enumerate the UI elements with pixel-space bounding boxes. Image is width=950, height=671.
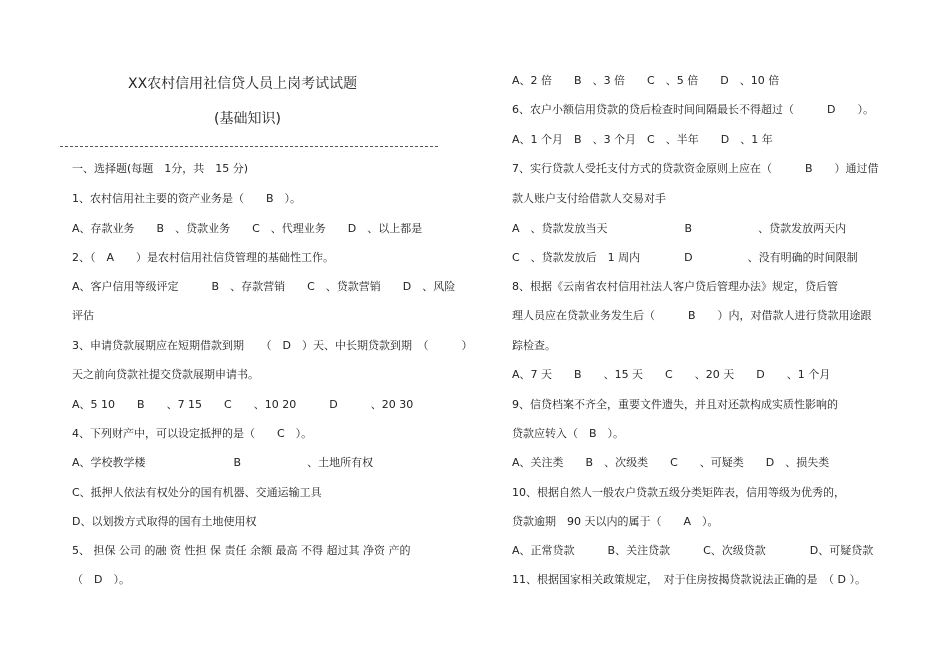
question-5-options: A、2 倍 B 、3 倍 C 、5 倍 D 、10 倍 bbox=[512, 74, 780, 87]
question-7-option-cd: C 、贷款发放后 1 周内 D 、没有明确的时间限制 bbox=[512, 251, 858, 264]
question-8-options: A、7 天 B 、15 天 C 、20 天 D 、1 个月 bbox=[512, 368, 831, 381]
question-3-options: A、5 10 B 、7 15 C 、10 20 D 、20 30 bbox=[72, 398, 414, 411]
question-9-cont: 贷款应转入（ B ）。 bbox=[512, 427, 625, 440]
question-2-options-cont: 评估 bbox=[72, 309, 94, 322]
question-4-option-c: C、抵押人依法有权处分的国有机器、交通运输工具 bbox=[72, 486, 322, 499]
section-divider bbox=[60, 146, 438, 147]
question-8-cont: 理人员应在贷款业务发生后（ B ）内，对借款人进行贷款用途跟 bbox=[512, 309, 872, 322]
page-subtitle: (基础知识) bbox=[214, 111, 281, 127]
question-5-cont: （ D ）。 bbox=[72, 573, 130, 586]
question-2: 2、（ A ）是农村信用社信贷管理的基础性工作。 bbox=[72, 251, 335, 264]
question-8-cont-2: 踪检查。 bbox=[512, 339, 556, 352]
question-10-options: A、正常贷款 B、关注贷款 C、次级贷款 D、可疑贷款 bbox=[512, 544, 874, 557]
page-title: XX农村信用社信贷人员上岗考试试题 bbox=[128, 76, 358, 92]
question-4-option-ab: A、学校教学楼 B 、土地所有权 bbox=[72, 456, 374, 469]
question-1: 1、农村信用社主要的资产业务是（ B ）。 bbox=[72, 192, 302, 205]
question-4: 4、下列财产中，可以设定抵押的是（ C ）。 bbox=[72, 427, 313, 440]
question-7-option-ab: A 、贷款发放当天 B 、贷款发放两天内 bbox=[512, 222, 847, 235]
question-10-cont: 贷款逾期 90 天以内的属于（ A ）。 bbox=[512, 515, 719, 528]
question-8: 8、根据《云南省农村信用社法人客户贷后管理办法》规定，贷后管 bbox=[512, 280, 838, 293]
question-10: 10、根据自然人一般农户贷款五级分类矩阵表，信用等级为优秀的， bbox=[512, 486, 845, 499]
question-9-options: A、关注类 B 、次级类 C 、可疑类 D 、损失类 bbox=[512, 456, 830, 469]
question-3-cont: 天之前向贷款社提交贷款展期申请书。 bbox=[72, 368, 259, 381]
question-2-options: A、客户信用等级评定 B 、存款营销 C 、贷款营销 D 、风险 bbox=[72, 280, 456, 293]
question-6-options: A、1 个月 B 、3 个月 C 、半年 D 、1 年 bbox=[512, 133, 773, 146]
question-9: 9、信贷档案不齐全，重要文件遗失，并且对还款构成实质性影响的 bbox=[512, 398, 838, 411]
question-4-option-d: D、以划拨方式取得的国有土地使用权 bbox=[72, 515, 257, 528]
section-heading: 一、选择题(每题 1分，共 15 分) bbox=[72, 162, 249, 175]
question-1-options: A、存款业务 B 、贷款业务 C 、代理业务 D 、以上都是 bbox=[72, 222, 423, 235]
question-7: 7、实行贷款人受托支付方式的贷款资金原则上应在（ B ）通过借 bbox=[512, 162, 879, 175]
question-11: 11、根据国家相关政策规定， 对于住房按揭贷款说法正确的是 （ D ）。 bbox=[512, 573, 866, 586]
question-6: 6、农户小额信用贷款的贷后检查时间间隔最长不得超过（ D ）。 bbox=[512, 103, 874, 116]
question-7-cont: 款人账户支付给借款人交易对手 bbox=[512, 192, 666, 205]
question-5: 5、 担保 公司 的融 资 性担 保 责任 余额 最高 不得 超过其 净资 产的 bbox=[72, 544, 411, 557]
question-3: 3、申请贷款展期应在短期借款到期 （ D ）天、中长期贷款到期 （ ） bbox=[72, 339, 473, 352]
